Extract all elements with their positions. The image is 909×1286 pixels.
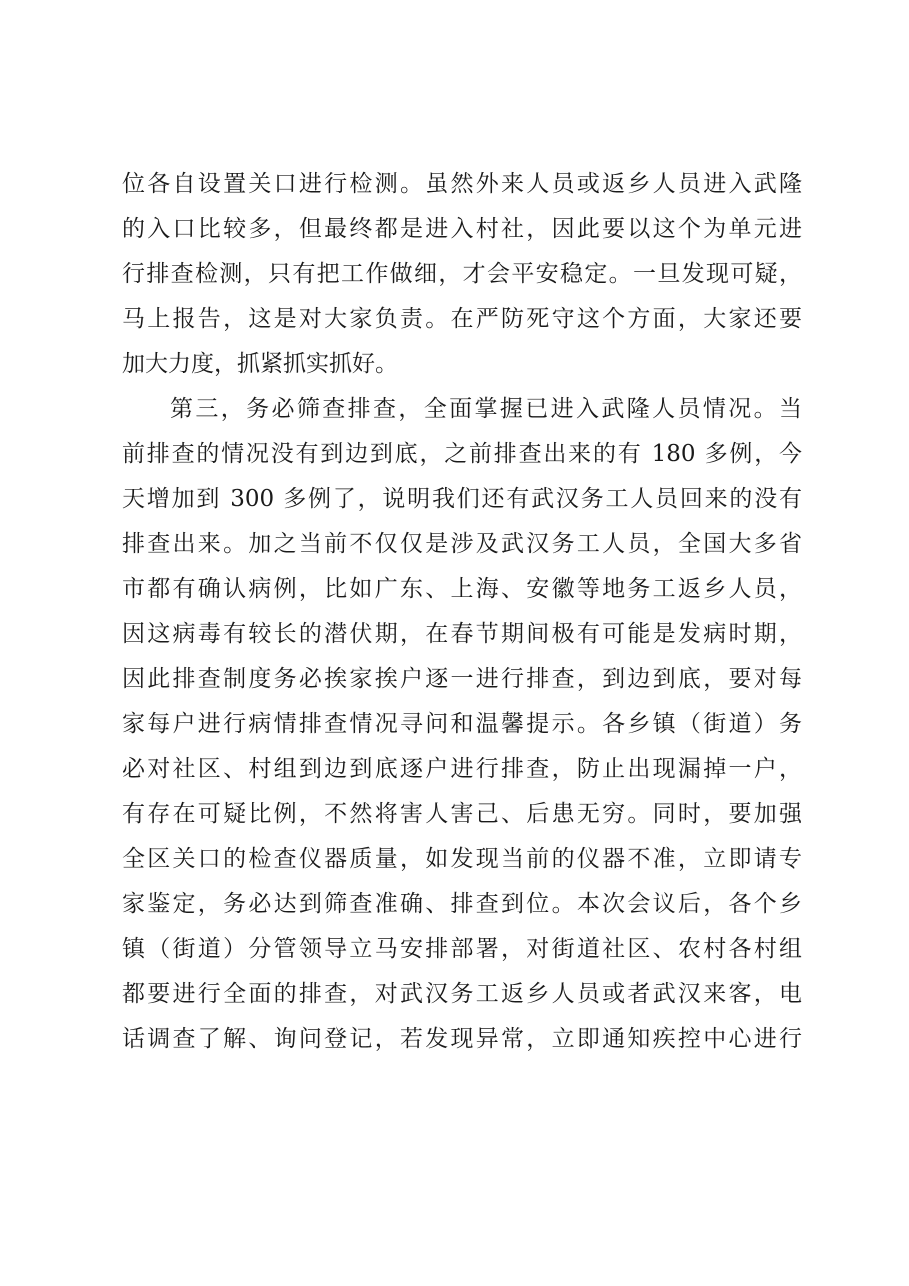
text-line: 前排查的情况没有到边到底，之前排查出来的有 180 多例，今	[122, 441, 802, 467]
text-line: 位各自设置关口进行检测。虽然外来人员或返乡人员进入武隆	[122, 171, 802, 197]
text-line: 排查出来。加之当前不仅仅是涉及武汉务工人员，全国大多省	[122, 531, 802, 557]
document-body	[122, 162, 802, 1062]
paragraph-1	[122, 162, 802, 387]
text-line: 行排查检测，只有把工作做细，才会平安稳定。一旦发现可疑，	[122, 261, 802, 287]
text-line: 加大力度，抓紧抓实抓好。	[122, 351, 398, 377]
text-line: 第三，务必筛查排查，全面掌握已进入武隆人员情况。当	[170, 396, 802, 422]
text-line: 市都有确认病例，比如广东、上海、安徽等地务工返乡人员，	[122, 576, 802, 602]
text-line: 因此排查制度务必挨家挨户逐一进行排查，到边到底，要对每	[122, 666, 802, 692]
text-line: 都要进行全面的排查，对武汉务工返乡人员或者武汉来客，电	[122, 981, 802, 1007]
text-line: 必对社区、村组到边到底逐户进行排查，防止出现漏掉一户，	[122, 756, 802, 782]
paragraph-2	[122, 387, 802, 1062]
text-line: 家鉴定，务必达到筛查准确、排查到位。本次会议后，各个乡	[122, 891, 802, 917]
text-line: 马上报告，这是对大家负责。在严防死守这个方面，大家还要	[122, 306, 802, 332]
text-line: 有存在可疑比例，不然将害人害己、后患无穷。同时，要加强	[122, 801, 802, 827]
text-line: 镇（街道）分管领导立马安排部署，对街道社区、农村各村组	[122, 936, 802, 962]
text-line: 家每户进行病情排查情况寻问和温馨提示。各乡镇（街道）务	[122, 711, 802, 737]
text-line: 的入口比较多，但最终都是进入村社，因此要以这个为单元进	[122, 216, 802, 242]
text-line: 因这病毒有较长的潜伏期，在春节期间极有可能是发病时期，	[122, 621, 802, 647]
text-line: 全区关口的检查仪器质量，如发现当前的仪器不准，立即请专	[122, 846, 802, 872]
text-line: 天增加到 300 多例了，说明我们还有武汉务工人员回来的没有	[122, 486, 802, 512]
text-line: 话调查了解、询问登记，若发现异常，立即通知疾控中心进行	[122, 1026, 802, 1052]
